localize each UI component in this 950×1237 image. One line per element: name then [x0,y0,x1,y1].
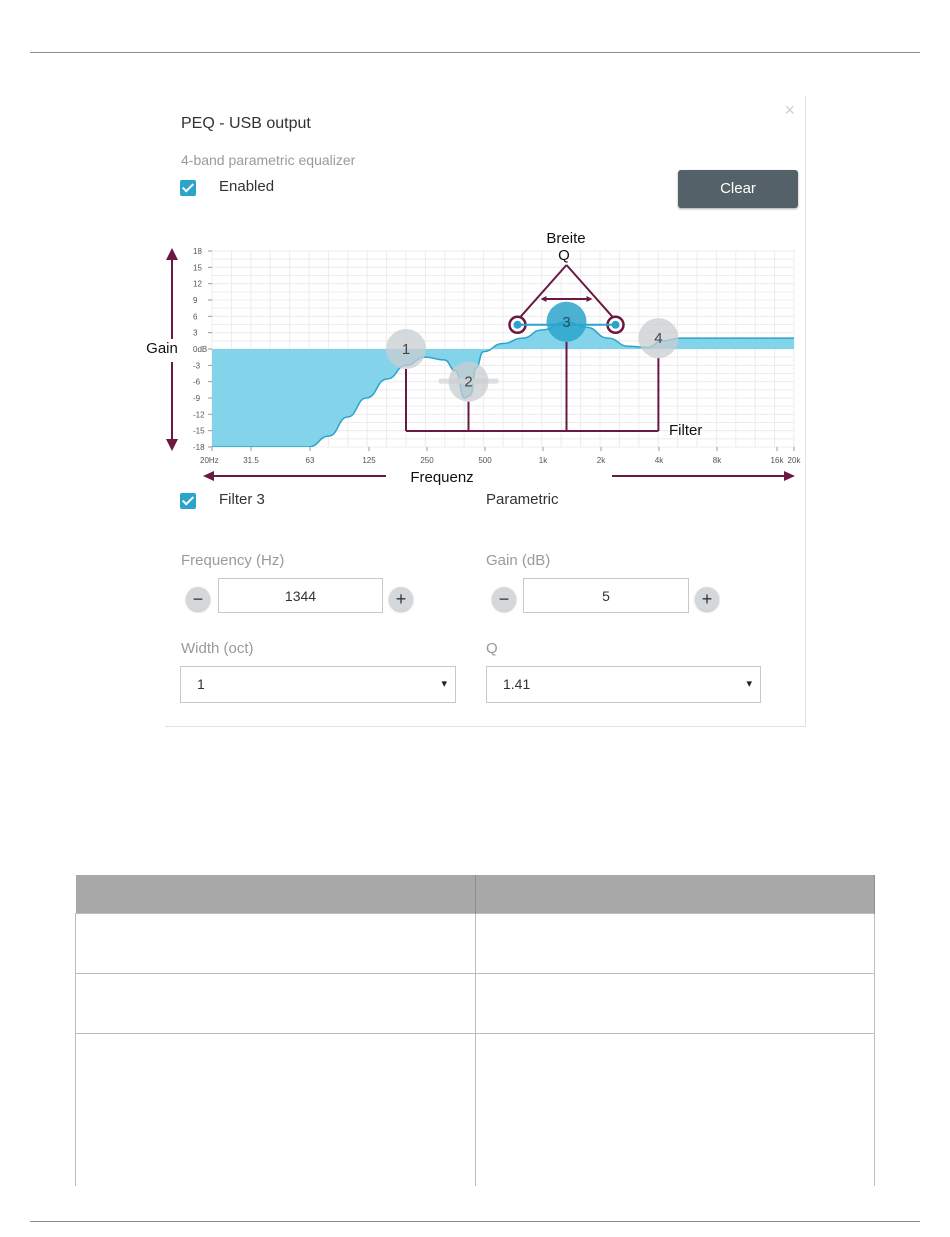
y-tick-label: 0dB [193,345,208,354]
filter-type-label: Parametric [486,491,559,508]
x-tick-label: 20Hz [200,456,219,465]
filter-label: Filter 3 [219,491,265,508]
page-bottom-rule [30,1221,920,1222]
table-header-row [76,875,875,914]
table-row [76,1034,875,1187]
band-handle-label: 1 [401,341,411,358]
dialog-title: PEQ - USB output [181,115,311,132]
enabled-label: Enabled [219,178,275,195]
table-row [76,974,875,1034]
clear-button[interactable]: Clear [678,170,798,208]
y-tick-label: -18 [193,443,205,452]
q-label: Q [486,640,498,657]
width-label: Width (oct) [181,640,254,657]
x-tick-label: 4k [654,456,664,465]
band-3-width-right-handle[interactable] [612,321,620,329]
y-tick-label: -9 [193,394,201,403]
table-header-cell [475,875,875,914]
x-tick-label: 16k [770,456,784,465]
gain-decrement-button[interactable]: − [492,587,516,611]
q-select-value: 1.41 [503,676,531,692]
y-axis-ticks [193,247,212,452]
y-tick-label: 15 [193,263,202,273]
arrow-left-icon [203,471,214,481]
frequency-input[interactable]: 1344 [218,578,383,613]
x-tick-label: 500 [478,456,492,465]
x-tick-label: 31.5 [243,456,259,465]
close-icon[interactable]: × [784,100,795,120]
table-row [76,914,875,974]
y-tick-label: -3 [193,361,201,371]
filter-annotation-label: Filter [669,422,703,439]
y-tick-label: -6 [193,377,201,387]
y-tick-label: -12 [193,410,205,420]
x-tick-label: 1k [538,456,548,465]
band-handle-label: 3 [562,313,571,331]
table-cell [475,974,875,1034]
table-cell [475,914,875,974]
band-3-width-left-handle[interactable] [514,321,522,329]
gain-input[interactable]: 5 [523,578,689,613]
q-select[interactable] [486,666,761,703]
q-annotation-label: Q [558,247,570,264]
y-tick-label: -15 [193,426,205,436]
table-header-cell [76,875,476,914]
width-select[interactable] [180,666,456,703]
gain-label: Gain (dB) [486,552,551,569]
x-tick-label: 2k [596,456,606,465]
table-cell [76,914,476,974]
table-cell [76,1034,476,1187]
y-tick-label: 6 [193,312,198,322]
chevron-down-icon: ▾ [746,678,752,690]
arrow-down-icon [166,439,178,451]
arrow-up-icon [166,248,178,260]
frequenz-label: Frequenz [410,469,474,486]
x-tick-label: 8k [712,456,722,465]
arrow-right-icon [784,471,795,481]
frequency-decrement-button[interactable]: − [186,587,210,611]
y-tick-label: 3 [193,328,198,338]
eq-chart [0,0,950,500]
x-tick-label: 250 [420,456,434,465]
dialog-subtitle: 4-band parametric equalizer [181,152,356,168]
gain-annotation-label: Gain [146,340,178,357]
frequency-label: Frequency (Hz) [181,552,285,569]
breite-label: Breite [546,230,586,247]
x-tick-label: 125 [362,456,376,465]
y-tick-label: 18 [193,247,202,256]
frequency-increment-button[interactable]: + [389,587,413,611]
band-handle-label: 2 [464,373,473,391]
chevron-down-icon: ▾ [441,678,447,690]
gain-increment-button[interactable]: + [695,587,719,611]
y-tick-label: 12 [193,279,202,289]
table-cell [76,974,476,1034]
y-tick-label: 9 [193,296,198,305]
table-cell [475,1034,875,1187]
band-handle-label: 4 [654,330,663,348]
x-tick-label: 20k [787,456,801,465]
x-axis-ticks [200,447,801,465]
doc-table [75,875,875,1186]
width-select-value: 1 [197,676,205,692]
x-tick-label: 63 [305,456,315,465]
